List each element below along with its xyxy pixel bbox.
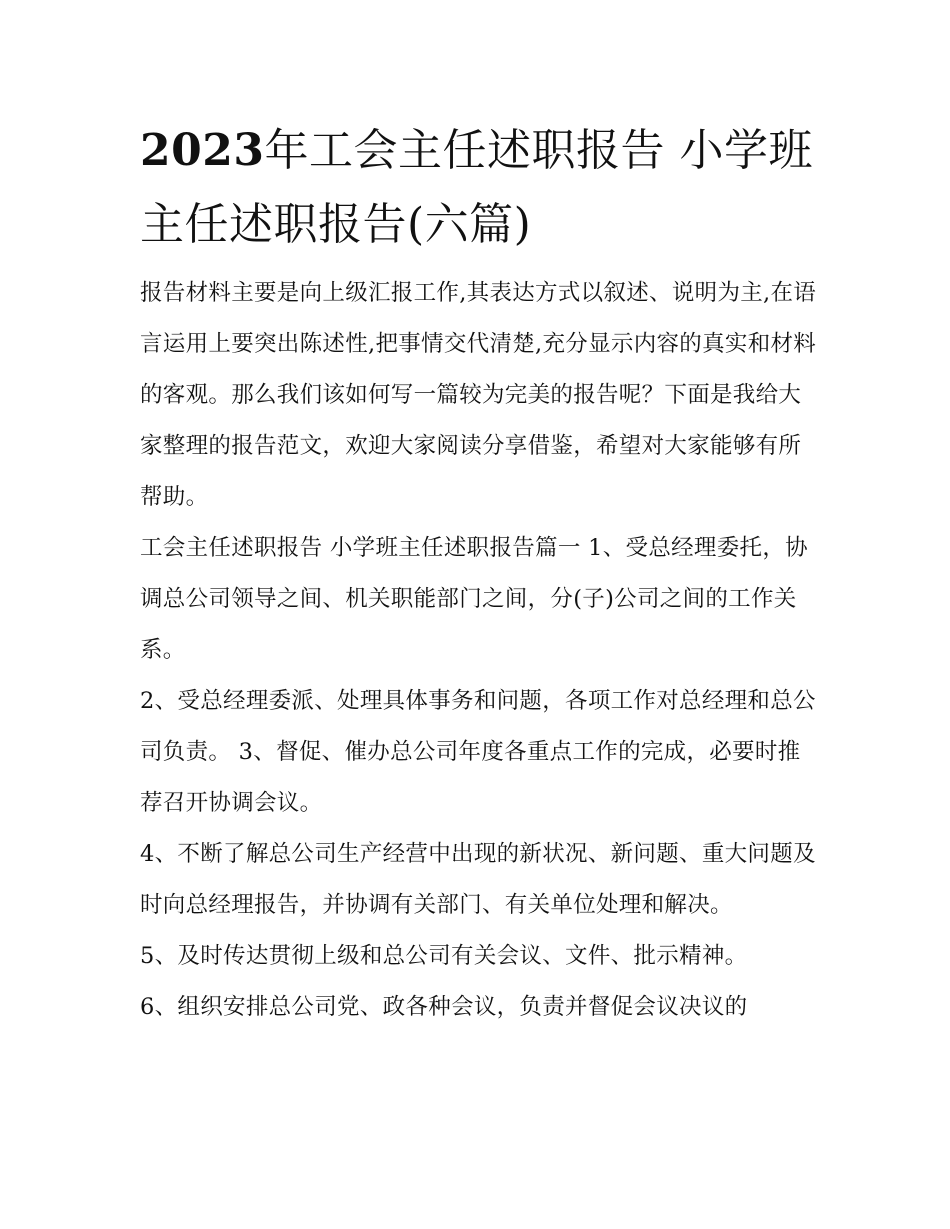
item-4-paragraph: 4、不断了解总公司生产经营中出现的新状况、新问题、重大问题及时向总经理报告，并协调有关部门、有关单位处理和解决。 bbox=[140, 841, 816, 918]
section-one-paragraph: 工会主任述职报告 小学班主任述职报告篇一 1、受总经理委托，协调总公司领导之间、机关职能部门之间，分(子)公司之间的工作关系。 bbox=[140, 535, 808, 663]
intro-paragraph: 报告材料主要是向上级汇报工作,其表达方式以叙述、说明为主,在语言运用上要突出陈述性,把事情交代清楚,充分显示内容的真实和材料的客观。那么我们该如何写一篇较为完美的报告呢？下面是我给大家整理的报告范文，欢迎大家阅读分享借鉴，希望对大家能够有所帮助。 bbox=[140, 280, 817, 510]
item-6-paragraph: 6、组织安排总公司党、政各种会议，负责并督促会议决议的 bbox=[140, 994, 748, 1020]
item-2-3-paragraph: 2、受总经理委派、处理具体事务和问题，各项工作对总经理和总公司负责。 3、督促、催办总公司年度各重点工作的完成，必要时推荐召开协调会议。 bbox=[140, 688, 816, 816]
document-page bbox=[140, 114, 820, 1033]
title-text: 年工会主任述职报告 小学班主任述职报告(六篇) bbox=[140, 125, 813, 250]
item-5-paragraph: 5、及时传达贯彻上级和总公司有关会议、文件、批示精神。 bbox=[140, 943, 748, 969]
document-title bbox=[140, 114, 820, 262]
title-year: 2023 bbox=[140, 125, 265, 176]
